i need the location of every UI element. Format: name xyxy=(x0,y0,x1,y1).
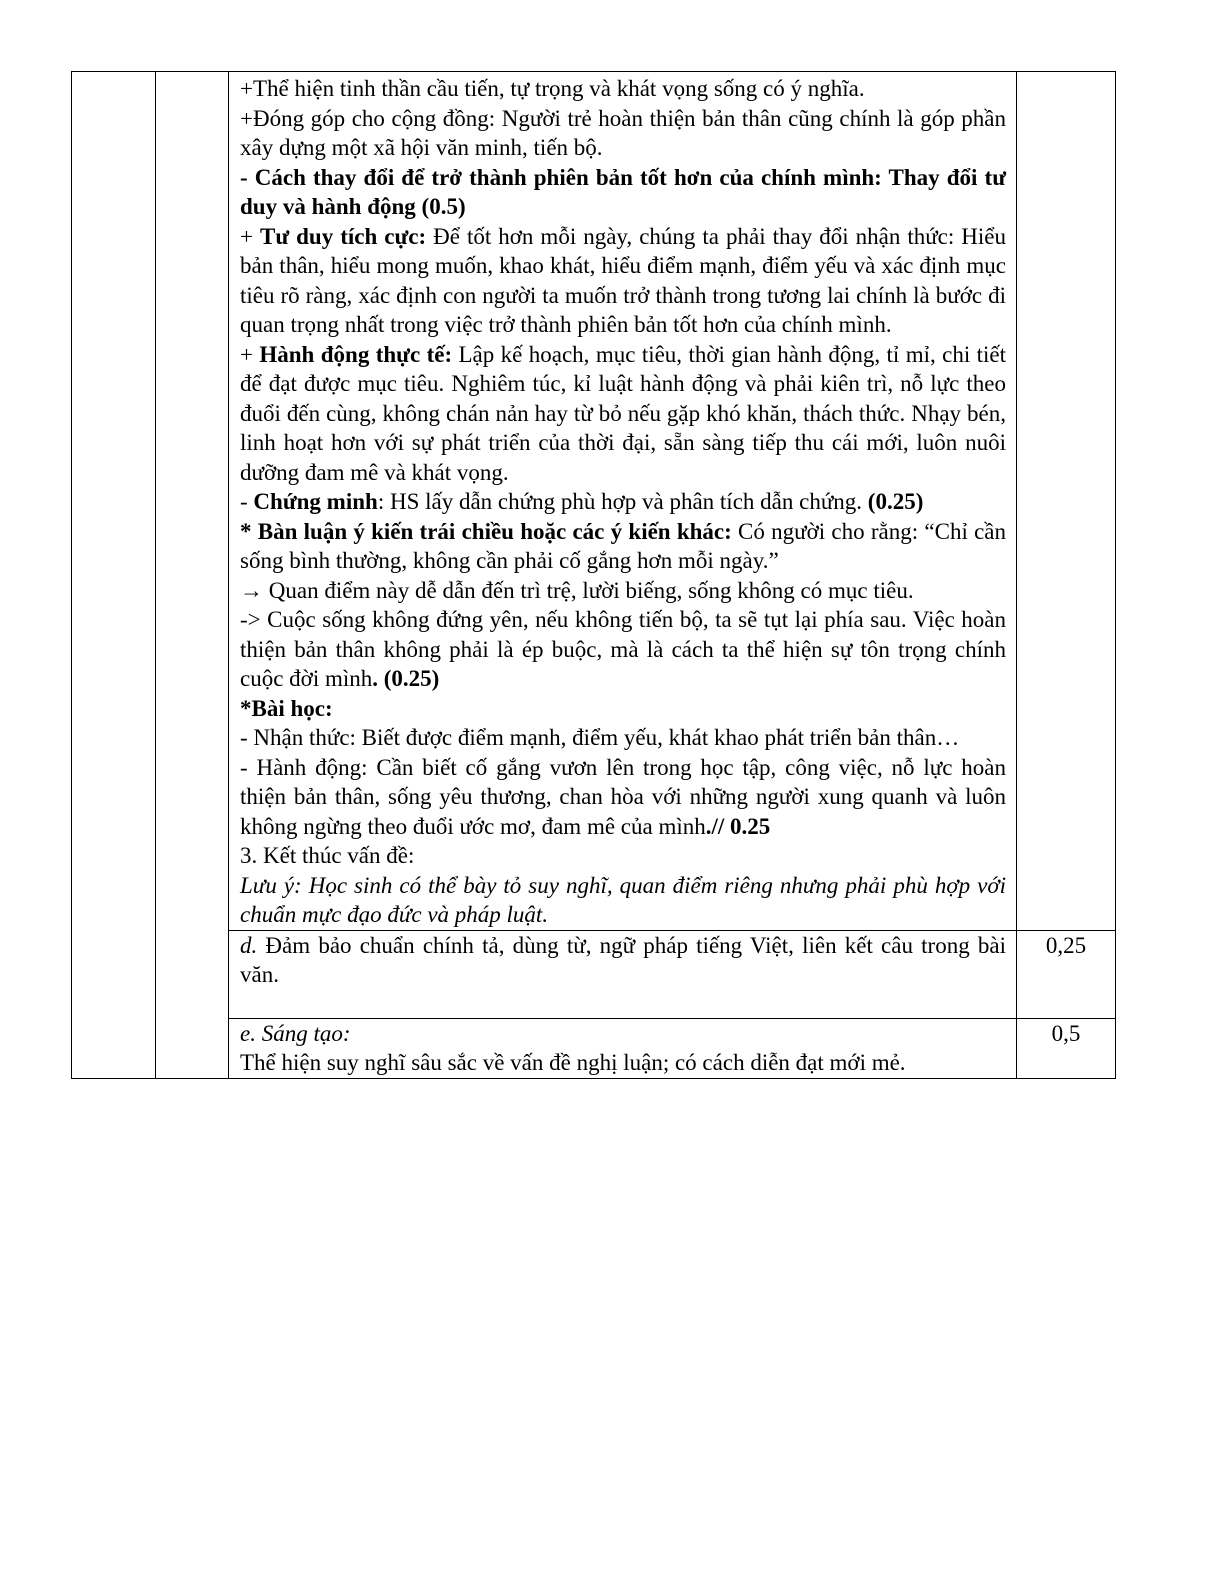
text: Lập kế hoạch, mục tiêu, thời gian hành động, tỉ mỉ, chi tiết để đạt được mục tiêu. Nghiêm túc, kỉ luật hành động và phải kiên trì, nỗ lực theo đuổi đến cùng, không chán nản hay từ bỏ nếu gặp khó khăn, thách thức. Nhạy bén, linh hoạt hơn với sự phát triển của thời đại, sẵn sàng tiếp thu cái mới, luôn nuôi dưỡng đam mê và khát vọng. xyxy=(240,341,1006,485)
criterion-e-score: 0,5 xyxy=(1051,1020,1081,1046)
criterion-d xyxy=(229,931,1016,990)
text: : HS lấy dẫn chứng phù hợp và phân tích dẫn chứng. xyxy=(377,489,868,514)
bold-text: . (0.25) xyxy=(372,666,440,691)
italic-text: Lưu ý: Học sinh có thể bày tỏ suy nghĩ, quan điểm riêng nhưng phải phù hợp với chuẩn mực đạo đức và pháp luật. xyxy=(240,872,1006,927)
criterion-d-score-cell xyxy=(1017,930,1116,1018)
criterion-e xyxy=(229,1019,1016,1078)
paragraph xyxy=(240,487,1006,517)
text: - Nhận thức: Biết được điểm mạnh, điểm yếu, khát khao phát triển bản thân… xyxy=(240,725,960,750)
paragraph xyxy=(240,753,1006,842)
table-row-e xyxy=(72,1018,1116,1078)
paragraph xyxy=(240,694,1006,724)
text: +Thể hiện tinh thần cầu tiến, tự trọng và khát vọng sống có ý nghĩa. xyxy=(240,76,865,101)
text: - Hành động: Cần biết cố gắng vươn lên trong học tập, công việc, nỗ lực hoàn thiện bản thân, sống yêu thương, chan hòa với những người xung quanh và luôn không ngừng theo đuổi ước mơ, đam mê của mình xyxy=(240,754,1006,839)
bold-text: Hành động thực tế: xyxy=(259,341,453,367)
text: Có người cho rằng: “Chỉ cần sống bình thường, không cần phải cố gắng hơn mỗi ngày.” xyxy=(240,518,1007,573)
grading-table xyxy=(71,71,1116,1079)
text: -> Cuộc sống không đứng yên, nếu không tiến bộ, ta sẽ tụt lại phía sau. Việc hoàn thiện bản thân không phải là ép buộc, mà là cách ta thể hiện sự tôn trọng chính cuộc đời mình xyxy=(240,607,1006,691)
bold-text: Chứng minh xyxy=(253,489,378,514)
criterion-e-text: Thể hiện suy nghĩ sâu sắc về vấn đề nghị luận; có cách diễn đạt mới mẻ. xyxy=(240,1050,906,1075)
criterion-e-cell xyxy=(229,1018,1017,1078)
bold-text: * Bàn luận ý kiến trái chiều hoặc các ý kiến khác: xyxy=(240,518,732,544)
paragraph xyxy=(240,222,1006,340)
paragraph xyxy=(240,576,1006,606)
paragraph xyxy=(240,723,1006,753)
criterion-e-label: e. Sáng tạo: xyxy=(240,1020,351,1046)
text: → Quan điểm này dễ dẫn đến trì trệ, lười biếng, sống không có mục tiêu. xyxy=(240,577,914,603)
bold-text: (0.25) xyxy=(867,489,924,514)
bold-text: Tư duy tích cực: xyxy=(259,223,427,249)
criterion-d-text: Đảm bảo chuẩn chính tả, dùng từ, ngữ pháp tiếng Việt, liên kết câu trong bài văn. xyxy=(240,932,1006,987)
paragraph xyxy=(240,841,1006,871)
criterion-d-score: 0,25 xyxy=(1045,932,1087,958)
table-row-d xyxy=(72,930,1116,1018)
text: + xyxy=(240,341,260,367)
paragraph xyxy=(240,74,1006,104)
paragraph xyxy=(240,340,1006,488)
criterion-e-score-cell xyxy=(1017,1018,1116,1078)
text: - xyxy=(240,489,254,514)
paragraph xyxy=(240,871,1006,930)
text: Để tốt hơn mỗi ngày, chúng ta phải thay đổi nhận thức: Hiểu bản thân, hiểu mong muốn, khao khát, hiểu điểm mạnh, điểm yếu và xác định mục tiêu rõ ràng, xác định con người ta muốn trở thành trong tương lai chính là bước đi quan trọng nhất trong việc trở thành phiên bản tốt hơn của chính mình. xyxy=(240,223,1006,337)
bold-text: *Bài học: xyxy=(240,695,333,721)
criterion-d-cell xyxy=(229,930,1017,1018)
main-score-cell xyxy=(1017,72,1116,931)
text: 3. Kết thúc vấn đề: xyxy=(240,843,415,868)
part-cell xyxy=(156,72,229,1079)
answer-guide-text xyxy=(229,72,1016,930)
bold-text: .// 0.25 xyxy=(705,813,771,839)
question-number-cell xyxy=(72,72,156,1079)
paragraph xyxy=(240,605,1006,694)
paragraph xyxy=(240,163,1006,222)
text: +Đóng góp cho cộng đồng: Người trẻ hoàn thiện bản thân cũng chính là góp phần xây dựng một xã hội văn minh, tiến bộ. xyxy=(240,105,1006,160)
main-content-cell xyxy=(229,72,1017,931)
paragraph xyxy=(240,104,1006,163)
criterion-d-label: d. xyxy=(240,932,258,958)
text: + xyxy=(240,223,260,249)
paragraph xyxy=(240,517,1006,576)
table-row-main xyxy=(72,72,1116,931)
bold-text: - Cách thay đổi để trở thành phiên bản tốt hơn của chính mình: Thay đổi tư duy và hành động (0.5) xyxy=(240,164,1006,219)
